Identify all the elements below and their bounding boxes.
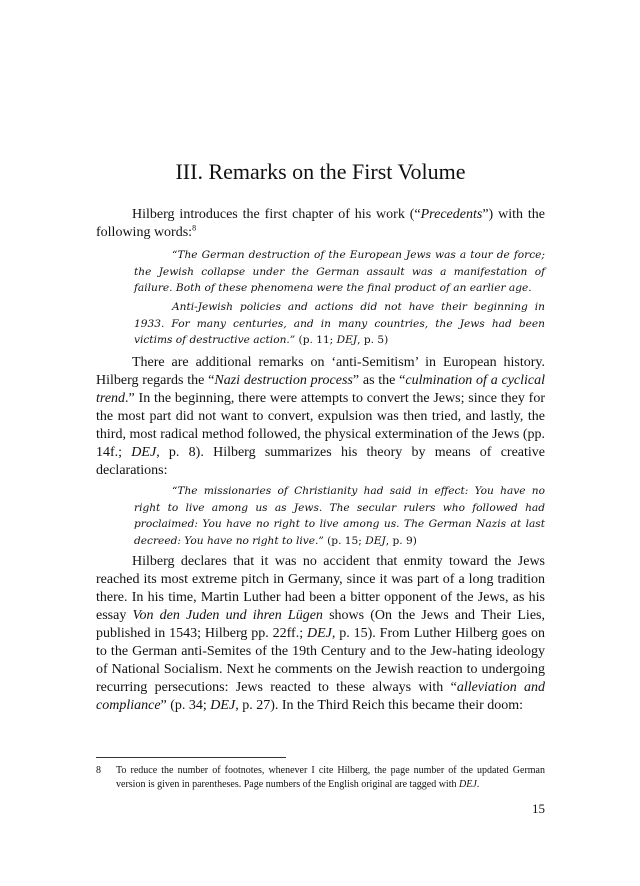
footnote-ref: 8: [192, 223, 197, 233]
paragraph-intro: Hilberg introduces the first chapter of his work (“Precedents”) with the following words:$^8$: [96, 207, 546, 240]
footnote-text: To reduce the number of footnotes, whenever I cite Hilberg, the page number of the updated German version is given in parentheses. Page numbers of the English original are tagged with DEJ.: [116, 765, 545, 790]
block-quote-2: “The missionaries of Christianity had said in effect: You have no right to live among us as Jews. The secular rulers who followed had proclaimed: You have no right to live among us. The German Nazis at last decreed: You have no right to live.” (p. 15; DEJ, p. 9): [134, 485, 545, 547]
block-quote-1b: Anti-Jewish policies and actions did not have their beginning in 1933. For many centuries, and in many countries, the Jews had been victims of destructive action.” (p. 11; DEJ, p. 5): [134, 301, 545, 346]
page-number: 15: [532, 801, 545, 816]
footnote-number: 8: [96, 765, 101, 776]
footnote-divider: [96, 757, 286, 758]
footnote: [96, 764, 545, 791]
block-quote-1a: “The German destruction of the European Jews was a tour de force; the Jewish collapse under the German assault was a manifestation of failure. Both of these phenomena were the final product of an earlier age.: [134, 249, 545, 294]
paragraph-luther: Hilberg declares that it was no accident that enmity toward the Jews reached its most extreme pitch in Germany, since it was part of a long tradition there. In his time, Martin Luther had been a bitter opponent of the Jews, as his essay Von den Juden und ihren Lügen shows (On the Jews and Their Lies, published in 1543; Hilberg pp. 22ff.; DEJ, p. 15). From Luther Hilberg goes on to the German anti-Semites of the 19th Century and to the Jew-hating ideology of National Socialism. Next he comments on the Jewish reaction to undergoing recurring persecutions: Jews reacted to these always with “alleviation and compliance” (p. 34; DEJ, p. 27). In the Third Reich this became their doom:: [96, 554, 545, 713]
paragraph-anti-semitism: There are additional remarks on ‘anti-Semitism’ in European history. Hilberg regards the “Nazi destruction process” as the “culmination of a cyclical trend.” In the beginning, there were attempts to convert the Jews; since they for the most part did not want to convert, expulsion was then tried, and lastly, the third, most radical method followed, the physical extermination of the Jews (pp. 14f.; DEJ, p. 8). Hilberg summarizes his theory by means of creative declarations:: [96, 355, 546, 478]
chapter-heading: III. Remarks on the First Volume: [175, 159, 466, 184]
